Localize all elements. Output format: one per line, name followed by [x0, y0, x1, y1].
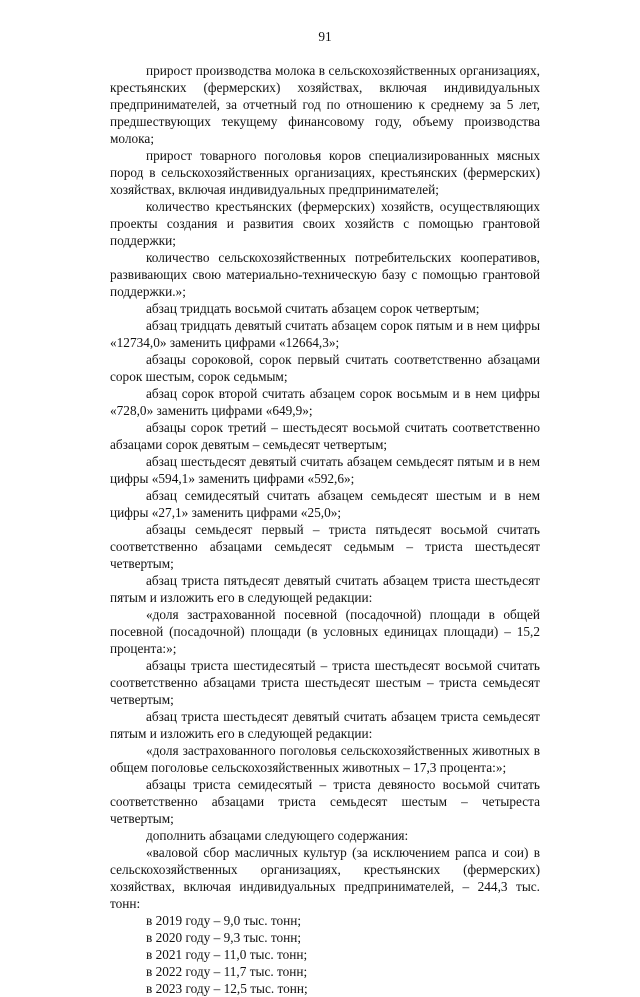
paragraph: абзацы сорок третий – шестьдесят восьмой считать соответственно абзацами сорок девятым – семьдесят четвертым;	[110, 420, 540, 452]
paragraph: абзац тридцать восьмой считать абзацем сорок четвертым;	[146, 301, 480, 316]
paragraph: абзац триста пятьдесят девятый считать абзацем триста шестьдесят пятым и изложить его в следующей редакции:	[110, 573, 540, 605]
quoted-paragraph: «доля застрахованного поголовья сельскохозяйственных животных в общем поголовье сельскохозяйственных животных – 17,3 процента:»;	[110, 743, 540, 775]
paragraph: абзацы сороковой, сорок первый считать соответственно абзацами сорок шестым, сорок седьмым;	[110, 352, 540, 384]
year-line: в 2023 году – 12,5 тыс. тонн;	[146, 981, 308, 996]
paragraph: абзац тридцать девятый считать абзацем сорок пятым и в нем цифры «12734,0» заменить цифрами «12664,3»;	[110, 318, 540, 350]
page-number: 91	[318, 29, 332, 44]
paragraph: количество сельскохозяйственных потребительских кооперативов, развивающих свою материально-техническую базу с помощью грантовой поддержки.»;	[110, 250, 540, 299]
paragraph: абзацы триста шестидесятый – триста шестьдесят восьмой считать соответственно абзацами триста шестьдесят шестым – триста семьдесят четвертым;	[110, 658, 540, 707]
paragraph: абзацы семьдесят первый – триста пятьдесят восьмой считать соответственно абзацами семьдесят седьмым – триста шестьдесят четвертым;	[110, 522, 540, 571]
paragraph: прирост товарного поголовья коров специализированных мясных пород в сельскохозяйственных организациях, крестьянских (фермерских) хозяйствах, включая индивидуальных предпринимателей;	[110, 148, 540, 197]
paragraph: количество крестьянских (фермерских) хозяйств, осуществляющих проекты создания и развития своих хозяйств с помощью грантовой поддержки;	[110, 199, 540, 248]
year-line: в 2019 году – 9,0 тыс. тонн;	[146, 913, 302, 928]
year-line: в 2020 году – 9,3 тыс. тонн;	[146, 930, 302, 945]
paragraph: абзац триста шестьдесят девятый считать абзацем триста семьдесят пятым и изложить его в следующей редакции:	[110, 709, 540, 741]
paragraph: прирост производства молока в сельскохозяйственных организациях, крестьянских (фермерских) хозяйствах, включая индивидуальных предпринимателей, за отчетный год по отношению к среднему за 5 лет, предшествующих текущему финансовому году, объему производства молока;	[110, 63, 540, 146]
document-page	[110, 28, 540, 997]
paragraph: абзац шестьдесят девятый считать абзацем семьдесят пятым и в нем цифры «594,1» заменить цифрами «592,6»;	[110, 454, 540, 486]
quoted-paragraph: «доля застрахованной посевной (посадочной) площади в общей посевной (посадочной) площади (в условных единицах площади) – 15,2 процента:»;	[110, 607, 540, 656]
paragraph: абзацы триста семидесятый – триста девяносто восьмой считать соответственно абзацами триста семьдесят шестым – четыреста четвертым;	[110, 777, 540, 826]
year-line: в 2022 году – 11,7 тыс. тонн;	[146, 964, 308, 979]
paragraph: дополнить абзацами следующего содержания:	[146, 828, 409, 843]
quoted-paragraph: «валовой сбор масличных культур (за исключением рапса и сои) в сельскохозяйственных организациях, крестьянских (фермерских) хозяйствах, включая индивидуальных предпринимателей, – 244,3 тыс. тонн:	[110, 845, 540, 911]
year-line: в 2021 году – 11,0 тыс. тонн;	[146, 947, 308, 962]
paragraph: абзац сорок второй считать абзацем сорок восьмым и в нем цифры «728,0» заменить цифрами «649,9»;	[110, 386, 540, 418]
paragraph: абзац семидесятый считать абзацем семьдесят шестым и в нем цифры «27,1» заменить цифрами «25,0»;	[110, 488, 540, 520]
